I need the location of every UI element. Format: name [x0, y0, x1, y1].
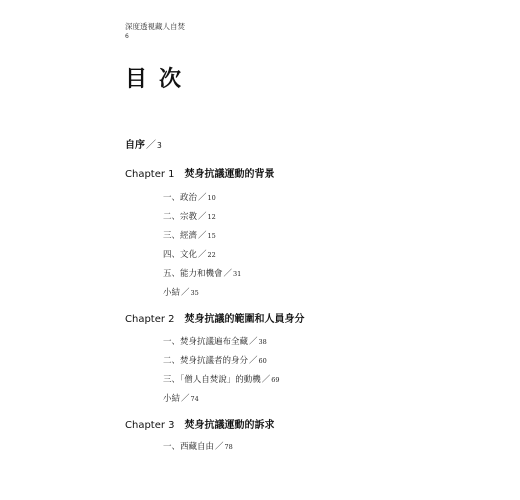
toc-entry: [163, 286, 199, 298]
entry-label: 一、西藏自由: [163, 442, 215, 452]
entry-page: 15: [207, 232, 216, 240]
toc-entry: [163, 248, 216, 260]
separator: ／: [146, 140, 156, 151]
toc-title: 目次: [125, 66, 194, 92]
toc-entry: [163, 229, 216, 241]
toc-entry: [163, 267, 241, 279]
chapter-number: Chapter 3: [125, 420, 175, 431]
separator: ／: [261, 375, 271, 385]
entry-label: 一、焚身抗議遍布全藏: [163, 337, 249, 347]
entry-label: 三、「僧人自焚說」的動機: [163, 375, 261, 385]
separator: ／: [181, 288, 190, 298]
running-head-title: 深度透視藏人自焚: [125, 22, 185, 31]
entry-label: 三、經濟: [163, 231, 198, 241]
toc-chapter-1: [125, 165, 275, 180]
toc-chapter-3: [125, 416, 275, 431]
entry-page: 10: [207, 194, 216, 202]
entry-page: 38: [258, 338, 267, 346]
separator: ／: [249, 337, 258, 347]
separator: ／: [215, 442, 224, 452]
toc-chapter-2: [125, 310, 305, 325]
entry-page: 12: [207, 213, 216, 221]
toc-entry: [163, 335, 267, 347]
toc-entry: [163, 373, 280, 385]
running-head: [125, 22, 185, 42]
separator: ／: [198, 250, 207, 260]
separator: ／: [181, 394, 190, 404]
entry-label: 一、政治: [163, 193, 198, 203]
entry-page: 31: [233, 270, 242, 278]
entry-label: 四、文化: [163, 250, 198, 260]
entry-label: 小結: [163, 394, 181, 404]
toc-entry: [163, 392, 199, 404]
chapter-number: Chapter 2: [125, 314, 175, 325]
entry-page: 69: [271, 376, 280, 384]
separator: ／: [198, 193, 207, 203]
separator: ／: [198, 212, 207, 222]
entry-page: 3: [157, 141, 162, 150]
separator: ／: [223, 269, 233, 279]
entry-label: 二、焚身抗議者的身分: [163, 356, 249, 366]
entry-label: 五、能力和機會: [163, 269, 223, 279]
chapter-title: 焚身抗議的範圍和人員身分: [184, 314, 305, 325]
entry-label: 小結: [163, 288, 181, 298]
toc-entry: [163, 191, 216, 203]
toc-entry: [163, 354, 267, 366]
entry-page: 78: [224, 443, 233, 451]
separator: ／: [249, 356, 258, 366]
entry-page: 60: [258, 357, 267, 365]
toc-entry: [163, 440, 233, 452]
chapter-title: 焚身抗議運動的訴求: [184, 420, 275, 431]
entry-page: 74: [190, 395, 199, 403]
page-folio: 6: [125, 33, 129, 40]
entry-page: 35: [190, 289, 199, 297]
toc-entry-preface: [125, 136, 162, 151]
entry-label: 二、宗教: [163, 212, 198, 222]
entry-label: 自序: [125, 140, 145, 151]
toc-entry: [163, 210, 216, 222]
chapter-number: Chapter 1: [125, 169, 175, 180]
entry-page: 22: [207, 251, 216, 259]
separator: ／: [198, 231, 207, 241]
chapter-title: 焚身抗議運動的背景: [184, 169, 275, 180]
